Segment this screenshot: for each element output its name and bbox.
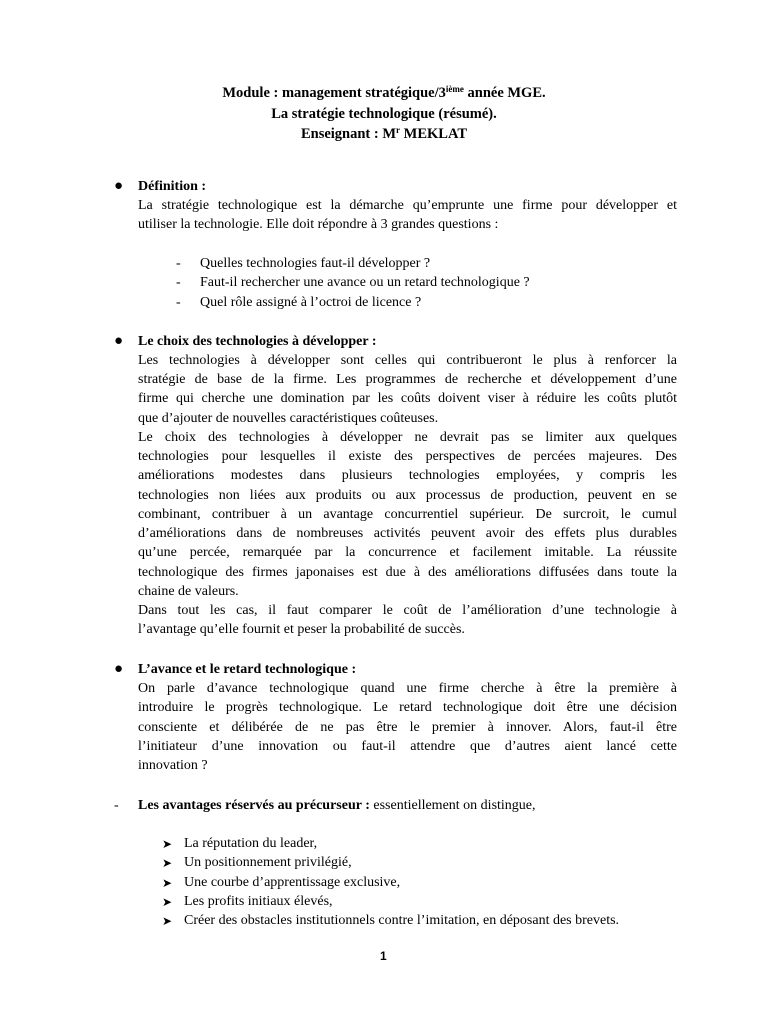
- paragraph-line: technologies non liées aux produits ou aux processus de production, peuvent en se: [138, 488, 677, 503]
- section-heading-lead-lag: L’avance et le retard technologique :: [138, 662, 357, 677]
- dash-marker: -: [176, 275, 181, 290]
- bullet-icon: ●: [114, 178, 124, 194]
- paragraph-line: Dans tout les cas, il faut comparer le coût de l’amélioration d’une technologie à: [138, 603, 677, 618]
- list-item: Créer des obstacles institutionnels contre l’imitation, en déposant des brevets.: [184, 913, 620, 928]
- paragraph-line: firme qui cherche une domination par les coûts doivent viser à réduire les coûts plutôt: [138, 391, 677, 406]
- paragraph-line: que d’ajouter de nouvelles caractéristiques coûteuses.: [138, 411, 439, 426]
- bullet-icon: ●: [114, 661, 124, 677]
- paragraph-line: chaine de valeurs.: [138, 584, 239, 599]
- paragraph-line: qu’une percée, remarquée par la concurrence et facilement imitable. La réussite: [138, 545, 677, 560]
- arrow-bullet-icon: ➤: [162, 856, 173, 870]
- paragraph-line: La stratégie technologique est la démarche qu’emprunte une firme pour développer et: [138, 198, 677, 213]
- dash-marker: -: [114, 798, 119, 813]
- paragraph-line: stratégie de base de la firme. Les programmes de recherche et développement d’une: [138, 372, 677, 387]
- paragraph-line: d’améliorations dans de nombreuses activités peuvent avoir des effets plus durables: [138, 526, 677, 541]
- paragraph-line: On parle d’avance technologique quand une firme cherche à être la première à: [138, 681, 677, 696]
- teacher-line: Enseignant : $M^r$ MEKLAT: [300, 125, 468, 142]
- paragraph-line: innovation ?: [138, 758, 208, 773]
- list-item: Une courbe d’apprentissage exclusive,: [184, 875, 401, 890]
- bullet-icon: ●: [114, 333, 124, 349]
- arrow-bullet-icon: ➤: [162, 876, 173, 890]
- section-heading-choice: Le choix des technologies à développer :: [138, 334, 377, 349]
- module-title: Module : management stratégique/3ième année MGE.: [222, 84, 546, 101]
- page-number: 1: [380, 949, 387, 963]
- question-item: Quelles technologies faut-il développer ?: [200, 256, 431, 271]
- arrow-bullet-icon: ➤: [162, 914, 173, 928]
- paragraph-line: technologies pour lesquelles il existe des perspectives de percées majeures. Des: [138, 449, 677, 464]
- paragraph-line: Les technologies à développer sont celles qui contribueront le plus à renforcer la: [138, 353, 677, 368]
- list-item: Les profits initiaux élevés,: [184, 894, 333, 909]
- list-item: Un positionnement privilégié,: [184, 855, 352, 870]
- list-item: La réputation du leader,: [184, 836, 318, 851]
- paragraph-line: introduire le progrès technologique. Le retard technologique doit être une décision: [138, 700, 677, 715]
- paragraph-line: l’initiateur d’une innovation ou faut-il attendre que d’autres aient lancé cette: [138, 739, 677, 754]
- dash-marker: -: [176, 295, 181, 310]
- question-item: Quel rôle assigné à l’octroi de licence ?: [200, 295, 422, 310]
- paragraph-line: consciente et délibérée de ne pas être le premier à innover. Alors, faut-il être: [138, 720, 677, 735]
- paragraph-line: combinant, contribuer à un avantage concurrentiel supérieur. De surcroit, le cumul: [138, 507, 677, 522]
- section-heading-advantages: Les avantages réservés au précurseur : essentiellement on distingue,: [138, 798, 536, 813]
- paragraph-line: utiliser la technologie. Elle doit répondre à 3 grandes questions :: [138, 217, 499, 232]
- question-item: Faut-il rechercher une avance ou un retard technologique ?: [200, 275, 530, 290]
- paragraph-line: technologique des firmes japonaises est due à des améliorations diffusées dans toute la: [138, 565, 677, 580]
- dash-marker: -: [176, 256, 181, 271]
- arrow-bullet-icon: ➤: [162, 895, 173, 909]
- document-title: La stratégie technologique (résumé).: [271, 106, 497, 122]
- paragraph-line: l’avantage qu’elle fournit et peser la probabilité de succès.: [138, 622, 465, 637]
- paragraph-line: améliorations modestes dans plusieurs technologies employées, y compris les: [138, 468, 677, 483]
- paragraph-line: Le choix des technologies à développer ne devrait pas se limiter aux quelques: [138, 430, 677, 445]
- arrow-bullet-icon: ➤: [162, 837, 173, 851]
- section-heading-definition: Définition :: [138, 179, 207, 194]
